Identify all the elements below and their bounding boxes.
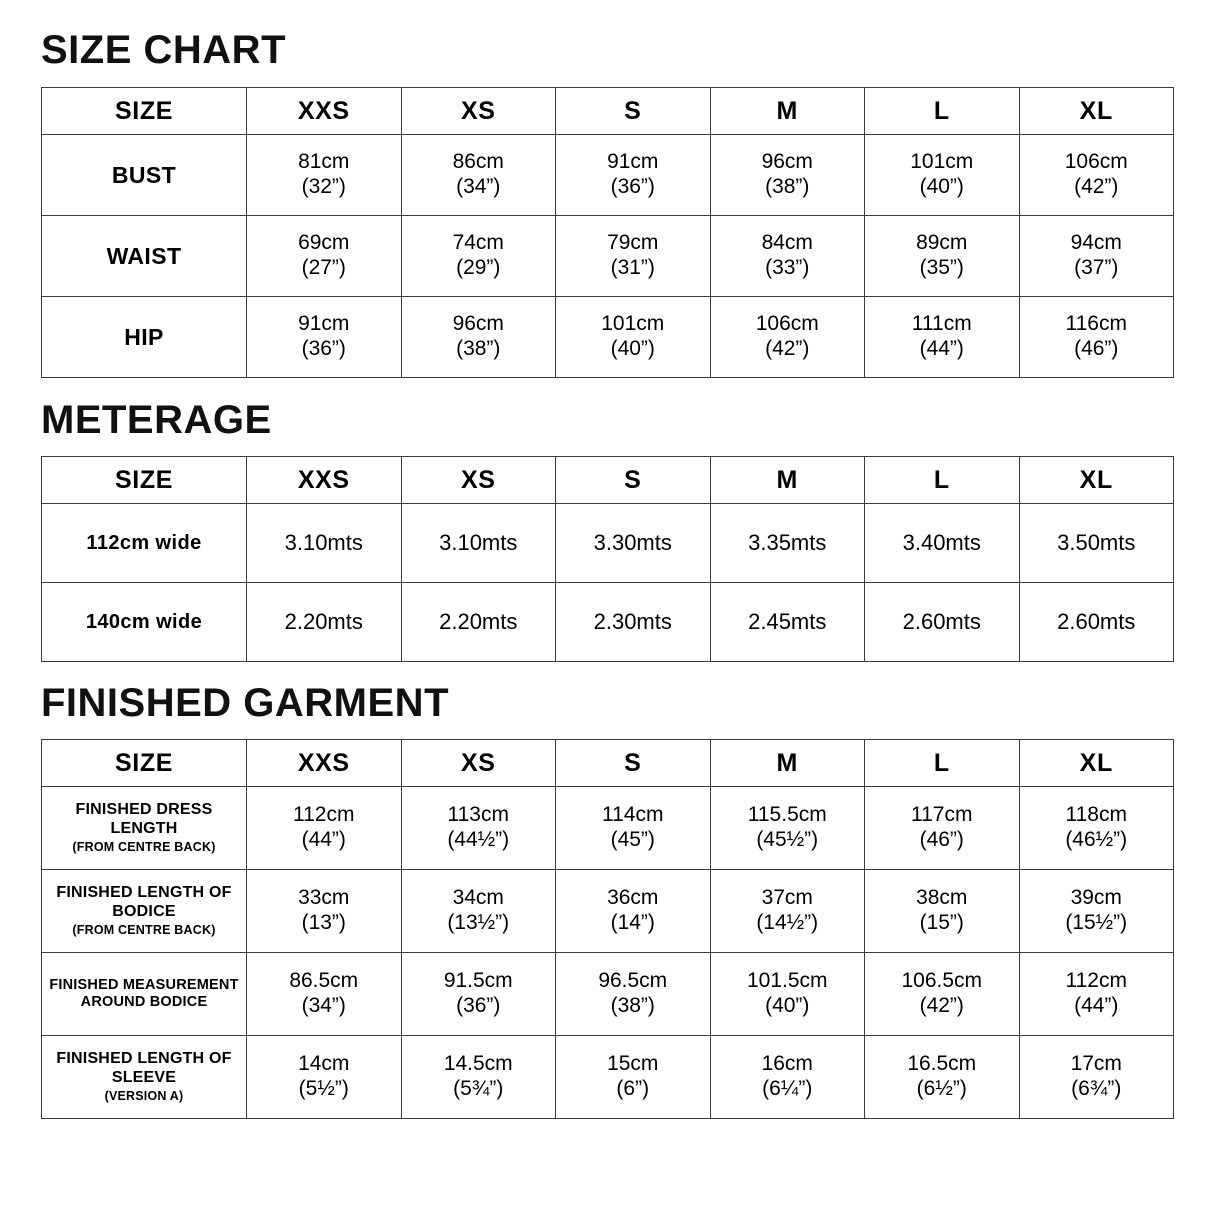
- measurement-metric: 3.10mts: [439, 530, 518, 556]
- measurement-metric: 69cm: [298, 231, 350, 255]
- measurement-cell: [1019, 216, 1174, 297]
- measurement-metric: 16.5cm: [907, 1052, 977, 1076]
- measurement-cell: [865, 216, 1020, 297]
- measurement-cell: [1019, 1036, 1174, 1119]
- measurement-cell: [556, 135, 711, 216]
- measurement-imperial: (34”): [301, 994, 346, 1017]
- table-row: [42, 135, 1174, 216]
- column-header-xs: XS: [401, 740, 556, 787]
- section-meterage: [41, 378, 1173, 662]
- column-header-s: S: [556, 740, 711, 787]
- measurement-metric: 3.40mts: [902, 530, 981, 556]
- measurement-cell: [710, 787, 865, 870]
- measurement-imperial: (44”): [919, 337, 964, 360]
- measurement-metric: 3.35mts: [748, 530, 827, 556]
- row-label: [42, 870, 247, 953]
- measurement-cell: [401, 870, 556, 953]
- measurement-imperial: (15”): [919, 911, 964, 934]
- measurement-imperial: (44”): [1074, 994, 1119, 1017]
- measurement-metric: 117cm: [911, 803, 973, 827]
- table-size-chart: [41, 87, 1174, 378]
- measurement-imperial: (37”): [1074, 256, 1119, 279]
- measurement-metric: 91cm: [607, 150, 659, 174]
- measurement-cell: [556, 297, 711, 378]
- measurement-imperial: (31”): [610, 256, 655, 279]
- measurement-cell: [401, 135, 556, 216]
- measurement-metric: 36cm: [607, 886, 659, 910]
- measurement-imperial: (38”): [765, 175, 810, 198]
- measurement-metric: 114cm: [602, 803, 664, 827]
- measurement-metric: 34cm: [452, 886, 504, 910]
- measurement-imperial: (42”): [1074, 175, 1119, 198]
- measurement-imperial: (5¾”): [453, 1077, 504, 1100]
- column-header-l: L: [865, 740, 1020, 787]
- measurement-metric: 79cm: [607, 231, 659, 255]
- measurement-cell: [556, 787, 711, 870]
- measurement-imperial: (42”): [919, 994, 964, 1017]
- measurement-cell: [1019, 583, 1174, 662]
- measurement-imperial: (6½”): [916, 1077, 967, 1100]
- table-row: [42, 504, 1174, 583]
- measurement-cell: [247, 953, 402, 1036]
- measurement-metric: 106cm: [755, 312, 819, 336]
- measurement-cell: [710, 953, 865, 1036]
- measurement-metric: 2.60mts: [902, 609, 981, 635]
- measurement-cell: [556, 1036, 711, 1119]
- column-header-size: SIZE: [42, 740, 247, 787]
- measurement-imperial: (32”): [301, 175, 346, 198]
- measurement-cell: [247, 583, 402, 662]
- measurement-cell: [710, 1036, 865, 1119]
- measurement-cell: [556, 953, 711, 1036]
- row-label-text: FINISHED DRESS LENGTH: [75, 801, 213, 838]
- table-meterage: [41, 456, 1174, 662]
- measurement-cell: [1019, 953, 1174, 1036]
- table-row: [42, 297, 1174, 378]
- measurement-imperial: (29”): [456, 256, 501, 279]
- measurement-metric: 84cm: [761, 231, 813, 255]
- table-row: [42, 583, 1174, 662]
- measurement-cell: [710, 870, 865, 953]
- measurement-cell: [401, 787, 556, 870]
- measurement-cell: [865, 870, 1020, 953]
- measurement-cell: [401, 583, 556, 662]
- measurement-cell: [1019, 297, 1174, 378]
- measurement-cell: [865, 135, 1020, 216]
- column-header-l: L: [865, 88, 1020, 135]
- measurement-cell: [556, 216, 711, 297]
- measurement-imperial: (14”): [610, 911, 655, 934]
- column-header-size: SIZE: [42, 88, 247, 135]
- row-label-text: HIP: [124, 323, 164, 350]
- row-label-subtext: (FROM CENTRE BACK): [72, 840, 216, 854]
- measurement-metric: 16cm: [761, 1052, 813, 1076]
- measurement-metric: 2.30mts: [593, 609, 672, 635]
- measurement-imperial: (40”): [610, 337, 655, 360]
- measurement-imperial: (36”): [301, 337, 346, 360]
- measurement-metric: 2.60mts: [1057, 609, 1136, 635]
- column-header-xxs: XXS: [247, 740, 402, 787]
- row-label: [42, 1036, 247, 1119]
- measurement-metric: 38cm: [916, 886, 968, 910]
- measurement-metric: 3.30mts: [593, 530, 672, 556]
- measurement-cell: [865, 1036, 1020, 1119]
- measurement-cell: [401, 1036, 556, 1119]
- measurement-imperial: (14½”): [756, 911, 819, 934]
- measurement-cell: [865, 953, 1020, 1036]
- measurement-metric: 81cm: [298, 150, 350, 174]
- column-header-xl: XL: [1019, 88, 1174, 135]
- column-header-s: S: [556, 88, 711, 135]
- measurement-metric: 118cm: [1065, 803, 1127, 827]
- measurement-cell: [865, 504, 1020, 583]
- measurement-cell: [1019, 870, 1174, 953]
- row-label-text: BUST: [111, 161, 177, 188]
- measurement-cell: [865, 583, 1020, 662]
- measurement-metric: 3.10mts: [284, 530, 363, 556]
- measurement-imperial: (6¼”): [762, 1077, 813, 1100]
- measurement-metric: 2.20mts: [439, 609, 518, 635]
- measurement-imperial: (45”): [610, 828, 655, 851]
- measurement-cell: [556, 870, 711, 953]
- measurement-imperial: (46”): [1074, 337, 1119, 360]
- table-finished-garment: [41, 739, 1174, 1119]
- measurement-cell: [1019, 504, 1174, 583]
- row-label: [42, 583, 247, 662]
- sections-container: [41, 0, 1173, 1119]
- measurement-imperial: (40”): [765, 994, 810, 1017]
- measurement-imperial: (44”): [301, 828, 346, 851]
- measurement-imperial: (46”): [919, 828, 964, 851]
- row-label: [42, 297, 247, 378]
- measurement-cell: [247, 297, 402, 378]
- measurement-metric: 91.5cm: [443, 969, 513, 993]
- measurement-metric: 17cm: [1070, 1052, 1122, 1076]
- measurement-metric: 2.45mts: [748, 609, 827, 635]
- measurement-cell: [865, 787, 1020, 870]
- measurement-cell: [1019, 787, 1174, 870]
- measurement-imperial: (6¾”): [1071, 1077, 1122, 1100]
- table-row: [42, 1036, 1174, 1119]
- measurement-metric: 89cm: [916, 231, 968, 255]
- column-header-xxs: XXS: [247, 457, 402, 504]
- row-label-text: WAIST: [106, 242, 182, 269]
- measurement-metric: 94cm: [1070, 231, 1122, 255]
- measurement-metric: 91cm: [298, 312, 350, 336]
- column-header-xs: XS: [401, 88, 556, 135]
- measurement-cell: [247, 135, 402, 216]
- measurement-imperial: (46½”): [1065, 828, 1128, 851]
- measurement-cell: [401, 953, 556, 1036]
- measurement-imperial: (6”): [616, 1077, 650, 1100]
- row-label: [42, 953, 247, 1036]
- table-header-row: [42, 740, 1174, 787]
- measurement-metric: 112cm: [293, 803, 355, 827]
- measurement-metric: 14.5cm: [443, 1052, 513, 1076]
- measurement-metric: 101.5cm: [746, 969, 828, 993]
- table-row: [42, 216, 1174, 297]
- measurement-imperial: (40”): [919, 175, 964, 198]
- measurement-metric: 113cm: [447, 803, 509, 827]
- section-title-finished-garment: FINISHED GARMENT: [41, 681, 449, 725]
- measurement-imperial: (38”): [610, 994, 655, 1017]
- measurement-imperial: (36”): [610, 175, 655, 198]
- column-header-m: M: [710, 740, 865, 787]
- column-header-size: SIZE: [42, 457, 247, 504]
- measurement-metric: 33cm: [298, 886, 350, 910]
- measurement-cell: [247, 870, 402, 953]
- measurement-metric: 115.5cm: [747, 803, 827, 827]
- measurement-imperial: (13”): [301, 911, 346, 934]
- measurement-imperial: (38”): [456, 337, 501, 360]
- measurement-metric: 106.5cm: [901, 969, 983, 993]
- row-label-text: FINISHED LENGTH OF SLEEVE: [56, 1050, 232, 1087]
- measurement-imperial: (5½”): [298, 1077, 349, 1100]
- measurement-metric: 96cm: [452, 312, 504, 336]
- measurement-cell: [401, 504, 556, 583]
- column-header-l: L: [865, 457, 1020, 504]
- section-finished-garment: [41, 662, 1173, 1119]
- measurement-cell: [556, 583, 711, 662]
- measurement-cell: [247, 1036, 402, 1119]
- measurement-metric: 86cm: [452, 150, 504, 174]
- column-header-xxs: XXS: [247, 88, 402, 135]
- table-row: [42, 870, 1174, 953]
- measurement-imperial: (13½”): [447, 911, 510, 934]
- column-header-m: M: [710, 457, 865, 504]
- measurement-cell: [710, 135, 865, 216]
- column-header-xl: XL: [1019, 740, 1174, 787]
- row-label-text: FINISHED MEASUREMENT AROUND BODICE: [49, 976, 239, 1010]
- measurement-cell: [247, 216, 402, 297]
- table-row: [42, 787, 1174, 870]
- column-header-m: M: [710, 88, 865, 135]
- measurement-cell: [710, 504, 865, 583]
- measurement-cell: [865, 297, 1020, 378]
- row-label: [42, 504, 247, 583]
- table-row: [42, 953, 1174, 1036]
- measurement-metric: 106cm: [1064, 150, 1128, 174]
- measurement-cell: [710, 583, 865, 662]
- measurement-metric: 39cm: [1070, 886, 1122, 910]
- measurement-imperial: (35”): [919, 256, 964, 279]
- measurement-metric: 116cm: [1065, 312, 1127, 336]
- measurement-cell: [710, 216, 865, 297]
- measurement-imperial: (33”): [765, 256, 810, 279]
- measurement-imperial: (27”): [301, 256, 346, 279]
- measurement-imperial: (44½”): [447, 828, 510, 851]
- row-label-subtext: (VERSION A): [104, 1089, 184, 1103]
- row-label: [42, 787, 247, 870]
- measurement-metric: 111cm: [911, 312, 972, 336]
- measurement-imperial: (36”): [456, 994, 501, 1017]
- measurement-cell: [401, 297, 556, 378]
- measurement-metric: 15cm: [607, 1052, 659, 1076]
- measurement-metric: 112cm: [1065, 969, 1127, 993]
- measurement-metric: 96cm: [761, 150, 813, 174]
- section-size-chart: [41, 0, 1173, 378]
- measurement-metric: 14cm: [298, 1052, 350, 1076]
- column-header-xl: XL: [1019, 457, 1174, 504]
- measurement-metric: 3.50mts: [1057, 530, 1136, 556]
- row-label: [42, 135, 247, 216]
- measurement-metric: 101cm: [601, 312, 665, 336]
- measurement-metric: 37cm: [761, 886, 813, 910]
- measurement-metric: 101cm: [910, 150, 974, 174]
- measurement-metric: 74cm: [452, 231, 504, 255]
- measurement-cell: [401, 216, 556, 297]
- row-label-text: 112cm wide: [86, 531, 202, 554]
- section-title-meterage: METERAGE: [41, 398, 272, 442]
- column-header-s: S: [556, 457, 711, 504]
- measurement-cell: [247, 504, 402, 583]
- measurement-cell: [710, 297, 865, 378]
- section-title-size-chart: SIZE CHART: [41, 28, 286, 72]
- measurement-metric: 96.5cm: [598, 969, 668, 993]
- measurement-metric: 86.5cm: [289, 969, 359, 993]
- measurement-cell: [247, 787, 402, 870]
- row-label-text: 140cm wide: [85, 610, 203, 633]
- measurement-imperial: (34”): [456, 175, 501, 198]
- measurement-imperial: (15½”): [1065, 911, 1128, 934]
- measurement-metric: 2.20mts: [284, 609, 363, 635]
- measurement-imperial: (42”): [765, 337, 810, 360]
- row-label: [42, 216, 247, 297]
- measurement-imperial: (45½”): [756, 828, 819, 851]
- table-header-row: [42, 88, 1174, 135]
- row-label-subtext: (FROM CENTRE BACK): [72, 923, 216, 937]
- table-header-row: [42, 457, 1174, 504]
- measurement-cell: [1019, 135, 1174, 216]
- row-label-text: FINISHED LENGTH OF BODICE: [56, 884, 232, 921]
- measurement-cell: [556, 504, 711, 583]
- column-header-xs: XS: [401, 457, 556, 504]
